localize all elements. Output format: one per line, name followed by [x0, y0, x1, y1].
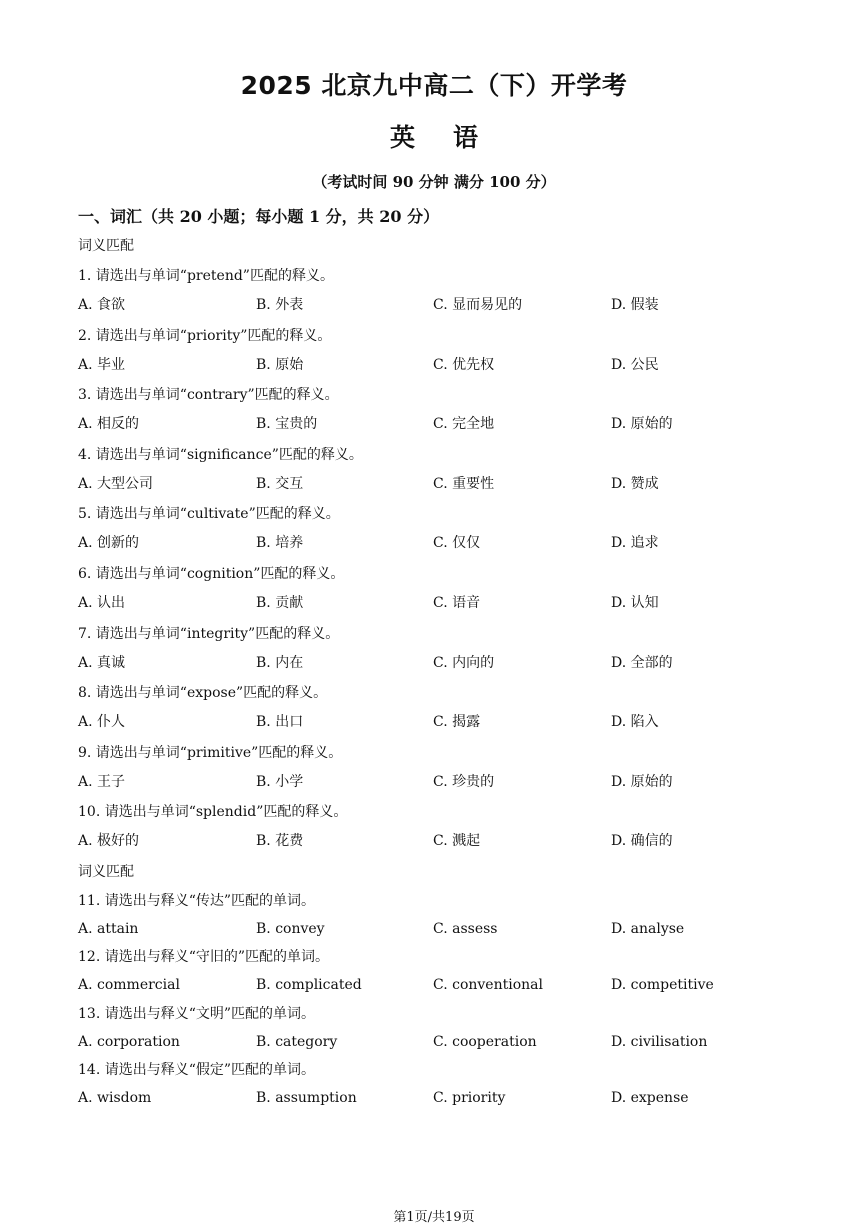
question-item: [78, 738, 798, 798]
answer-option-a: A. 极好的: [78, 833, 140, 850]
question-stem: 11. 请选出与释义“传达”匹配的单词。: [78, 893, 316, 909]
answer-option-b: B. 小学: [256, 773, 304, 790]
answer-option-c: C. conventional: [433, 977, 543, 994]
question-stem: 10. 请选出与单词“splendid”匹配的释义。: [78, 804, 348, 821]
answer-option-d: D. 确信的: [611, 833, 673, 850]
subject-title: 英语: [389, 123, 516, 152]
answer-options: [78, 1028, 798, 1056]
question-stem: 9. 请选出与单词“primitive”匹配的释义。: [78, 744, 343, 761]
answer-option-c: C. 揭露: [433, 714, 481, 731]
answer-option-c: C. 仅仅: [433, 535, 481, 552]
answer-option-b: B. 宝贵的: [256, 416, 318, 433]
answer-option-b: B. 内在: [256, 654, 304, 671]
answer-option-b: B. 花费: [256, 833, 304, 850]
question-item: [78, 440, 798, 500]
answer-options: [78, 768, 798, 797]
section-heading: 一、词汇（共 20 小题；每小题 1 分，共 20 分）: [78, 207, 440, 226]
answer-options: [78, 1084, 798, 1112]
answer-option-c: C. 完全地: [433, 416, 495, 433]
question-stem: 12. 请选出与释义“守旧的”匹配的单词。: [78, 949, 330, 966]
question-item: [78, 619, 798, 679]
group-label: 词义匹配: [78, 864, 134, 880]
group-label: 词义匹配: [78, 238, 134, 254]
answer-option-d: D. 原始的: [611, 416, 673, 433]
question-item: [78, 1000, 798, 1056]
question-stem: 14. 请选出与释义“假定”匹配的单词。: [78, 1062, 316, 1079]
answer-option-c: C. 显而易见的: [433, 297, 523, 313]
question-group-word-match: [78, 857, 798, 1113]
question-stem: 7. 请选出与单词“integrity”匹配的释义。: [78, 625, 340, 642]
answer-option-d: D. civilisation: [611, 1033, 708, 1050]
answer-option-a: A. wisdom: [78, 1090, 152, 1107]
answer-option-d: D. 原始的: [611, 773, 673, 790]
answer-option-a: A. 王子: [78, 773, 126, 790]
answer-option-c: C. 溅起: [433, 833, 481, 850]
answer-option-a: A. 创新的: [78, 535, 140, 552]
answer-options: [78, 291, 798, 320]
answer-option-d: D. analyse: [611, 921, 685, 937]
answer-option-c: C. 珍贵的: [433, 773, 495, 790]
answer-option-a: A. attain: [78, 921, 139, 937]
answer-option-d: D. competitive: [611, 977, 714, 994]
answer-option-c: C. priority: [433, 1090, 506, 1107]
answer-option-d: D. expense: [611, 1090, 689, 1107]
question-item: [78, 797, 798, 857]
question-item: [78, 380, 798, 440]
answer-options: [78, 649, 798, 678]
exam-info: （考试时间 90 分钟 满分 100 分）: [312, 173, 556, 191]
answer-option-d: D. 陷入: [611, 714, 659, 731]
answer-option-d: D. 追求: [611, 535, 659, 552]
answer-option-a: A. 真诚: [78, 654, 126, 671]
answer-option-b: B. convey: [256, 921, 325, 937]
answer-options: [78, 708, 798, 737]
answer-options: [78, 827, 798, 856]
question-stem: 1. 请选出与单词“pretend”匹配的释义。: [78, 268, 334, 284]
answer-option-d: D. 赞成: [611, 475, 659, 492]
answer-option-b: B. 原始: [256, 356, 304, 373]
answer-option-c: C. 语音: [433, 594, 481, 611]
answer-options: [78, 351, 798, 380]
question-stem: 4. 请选出与单词“significance”匹配的释义。: [78, 446, 363, 463]
answer-option-a: A. 仆人: [78, 714, 126, 731]
question-stem: 6. 请选出与单词“cognition”匹配的释义。: [78, 565, 345, 582]
exam-title: 2025 北京九中高二（下）开学考: [240, 71, 628, 100]
answer-option-b: B. 贡献: [256, 594, 304, 611]
answer-option-d: D. 假装: [611, 297, 659, 313]
question-item: [78, 499, 798, 559]
answer-option-a: A. commercial: [78, 977, 180, 994]
question-item: [78, 887, 798, 943]
answer-option-c: C. 优先权: [433, 356, 495, 373]
answer-option-b: B. 外表: [256, 297, 304, 313]
answer-options: [78, 589, 798, 618]
question-item: [78, 943, 798, 999]
answer-option-b: B. complicated: [256, 977, 362, 994]
answer-option-c: C. 内向的: [433, 654, 495, 671]
question-stem: 2. 请选出与单词“priority”匹配的释义。: [78, 327, 332, 344]
question-item: [78, 321, 798, 381]
answer-option-b: B. category: [256, 1033, 338, 1050]
question-item: [78, 1056, 798, 1112]
question-stem: 3. 请选出与单词“contrary”匹配的释义。: [78, 387, 339, 404]
question-group-meaning-match: [78, 231, 798, 857]
answer-option-a: A. 大型公司: [78, 475, 154, 492]
page-indicator: 第1页/共19页: [393, 1210, 475, 1225]
answer-option-d: D. 认知: [611, 594, 659, 611]
answer-options: [78, 915, 798, 943]
question-item: [78, 261, 798, 321]
question-stem: 5. 请选出与单词“cultivate”匹配的释义。: [78, 506, 340, 523]
answer-option-a: A. 相反的: [78, 416, 140, 433]
answer-option-a: A. corporation: [78, 1033, 180, 1050]
answer-option-d: D. 公民: [611, 356, 659, 373]
answer-option-a: A. 认出: [78, 594, 126, 611]
answer-option-b: B. 培养: [256, 535, 304, 552]
question-item: [78, 559, 798, 619]
answer-options: [78, 470, 798, 499]
answer-options: [78, 971, 798, 999]
answer-option-d: D. 全部的: [611, 654, 673, 671]
question-stem: 13. 请选出与释义“文明”匹配的单词。: [78, 1005, 316, 1022]
answer-option-c: C. 重要性: [433, 475, 495, 492]
answer-option-b: B. assumption: [256, 1090, 357, 1107]
answer-option-b: B. 出口: [256, 714, 304, 731]
answer-options: [78, 410, 798, 439]
answer-option-c: C. assess: [433, 921, 498, 937]
answer-option-b: B. 交互: [256, 475, 304, 492]
answer-option-c: C. cooperation: [433, 1033, 537, 1050]
question-item: [78, 678, 798, 738]
answer-option-a: A. 毕业: [78, 356, 126, 373]
answer-options: [78, 529, 798, 558]
answer-option-a: A. 食欲: [78, 297, 126, 313]
question-stem: 8. 请选出与单词“expose”匹配的释义。: [78, 685, 328, 702]
